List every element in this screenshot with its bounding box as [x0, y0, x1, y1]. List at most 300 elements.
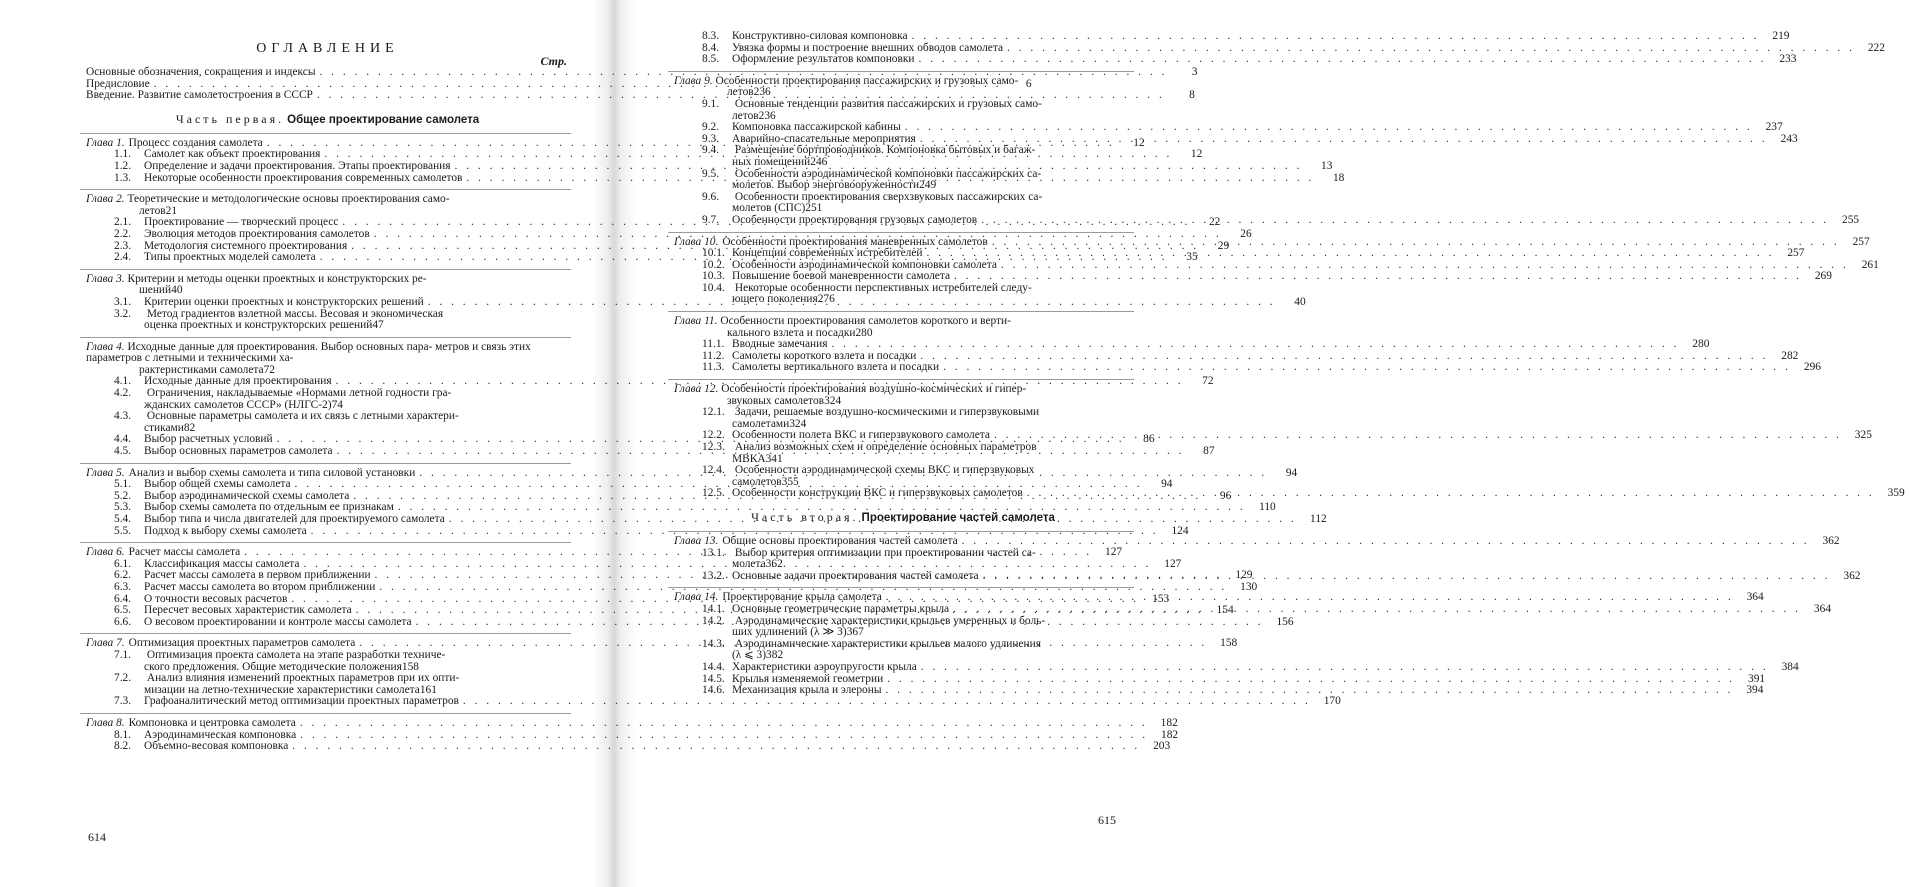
section-number: 9.6.: [702, 190, 720, 203]
section-number: 10.1.: [702, 247, 725, 260]
section-title: Увязка формы и построение внешних обводов самолета: [732, 41, 1004, 54]
chapter-separator: [668, 587, 1134, 588]
section-title: Подход к выбору схемы самолета: [144, 524, 307, 537]
page-number: 40: [171, 284, 183, 297]
chapter-title: Особенности проектирования самолетов короткого и верти-: [720, 315, 1011, 328]
page-number: 124: [1171, 524, 1189, 537]
section-number: 9.2.: [702, 121, 720, 134]
section-number: 12.1.: [702, 406, 725, 419]
section-title: Выбор схемы самолета по отдельным ее признакам: [144, 501, 394, 514]
section-number: 7.3.: [114, 695, 132, 708]
section-entry: [668, 99, 1138, 122]
section-entry: [80, 411, 575, 434]
page-number: 110: [1259, 501, 1276, 514]
chapter-entry: [668, 316, 1138, 339]
section-number: 14.6.: [702, 684, 725, 697]
section-number: 6.4.: [114, 592, 132, 605]
section-number: 13.1.: [702, 546, 725, 559]
section-number: 6.5.: [114, 604, 132, 617]
section-title: О весовом проектировании и контроле массы самолета: [144, 615, 412, 628]
chapter-separator: [80, 189, 571, 190]
page-number: 129: [1235, 569, 1253, 582]
page-number: 257: [1787, 247, 1805, 260]
section-number: 5.5.: [114, 524, 132, 537]
page-number: 324: [789, 417, 807, 430]
section-number: 1.1.: [114, 148, 132, 161]
section-number: 6.6.: [114, 615, 132, 628]
section-number: 3.2.: [114, 307, 132, 320]
chapter-number: Глава 12.: [674, 383, 719, 396]
chapter-title: Критерии и методы оценки проектных и конструкторских ре-: [127, 272, 427, 285]
page-number: 280: [1692, 338, 1710, 351]
section-number: 8.3.: [702, 30, 720, 42]
page-number: 74: [331, 398, 343, 411]
section-title-tail: жданских самолетов СССР» (НЛГС-2): [144, 398, 332, 411]
chapter-entry: [80, 194, 575, 217]
section-title-line: [702, 442, 1138, 454]
section-title: Выбор расчетных условий: [144, 433, 273, 446]
chapter-number: Глава 4.: [86, 340, 125, 353]
chapter-title: Анализ и выбор схемы самолета и типа силовой установки: [128, 466, 416, 479]
page-number: 362: [1843, 569, 1861, 582]
section-title: Определение и задачи проектирования. Этапы проектирования: [144, 159, 451, 172]
page-number: 72: [263, 363, 275, 376]
page-number: 236: [758, 109, 776, 122]
chapter-number: Глава 2.: [86, 193, 125, 206]
chapter-entry: [668, 384, 1138, 407]
section-entry: [80, 388, 575, 411]
chapter-title: Особенности проектирования маневренных самолетов: [722, 235, 988, 248]
page-number: 246: [810, 155, 828, 168]
page-number: 26: [1240, 227, 1252, 240]
page-column-header: Стр.: [540, 54, 567, 68]
section-number: 9.1.: [702, 97, 720, 110]
section-title-tail: самолетами: [732, 417, 790, 430]
page-number: 112: [1310, 513, 1327, 525]
page-number: 203: [1153, 740, 1171, 753]
chapter-entry: [668, 76, 1138, 99]
chapter-separator: [80, 463, 571, 464]
section-number: 5.4.: [114, 513, 132, 525]
page-number: 72: [1202, 375, 1214, 388]
page-number: 233: [1779, 53, 1797, 66]
page-number: 324: [824, 394, 842, 407]
page-number: 391: [1748, 672, 1766, 685]
section-title-line: [114, 388, 575, 400]
section-entry: [668, 548, 1138, 571]
page-number: 276: [817, 293, 835, 306]
section-number: 9.4.: [702, 144, 720, 157]
page-number: 47: [372, 319, 384, 332]
section-entry: [668, 192, 1138, 215]
chapter-number: Глава 5.: [86, 466, 125, 479]
page-number: 21: [165, 204, 178, 217]
page-number: 82: [183, 421, 196, 434]
chapter-title-tail: летов: [139, 204, 166, 217]
section-number: 11.3.: [702, 361, 725, 374]
section-title: Основные тенденции развития пассажирских и грузовых само-: [734, 97, 1042, 110]
section-title: Самолет как объект проектирования: [144, 148, 321, 161]
section-title: Объемно-весовая компоновка: [144, 740, 289, 753]
section-entry: [668, 465, 1138, 488]
chapter-title: Особенности проектирования воздушно-космических и гипер-: [721, 383, 1027, 396]
section-entry: [668, 30, 1790, 43]
section-title: Критерии оценки проектных и конструкторских решений: [144, 295, 424, 308]
section-number: 2.3.: [114, 239, 132, 252]
page-number: 257: [1852, 235, 1870, 248]
section-title: Механизация крыла и элероны: [732, 684, 882, 697]
part-two-title: Проектирование частей самолета: [861, 511, 1055, 524]
section-entry: [80, 695, 1341, 708]
chapter-number: Глава 6.: [86, 546, 125, 559]
section-title: Особенности аэродинамической схемы ВКС и гиперзвуковых: [734, 464, 1035, 477]
section-title: Типы проектных моделей самолета: [144, 251, 316, 264]
chapter-separator: [80, 542, 571, 543]
section-number: 5.3.: [114, 501, 132, 514]
chapter-number: Глава 1.: [86, 136, 125, 149]
section-number: 6.2.: [114, 569, 132, 582]
section-title: Выбор основных параметров самолета: [144, 445, 333, 458]
page-number: 251: [805, 202, 823, 215]
section-title: Выбор критерия оптимизации при проектировании частей са-: [734, 546, 1036, 559]
dot-leader: [886, 685, 1734, 697]
dot-leader: [912, 31, 1760, 43]
section-title: Конструктивно-силовая компоновка: [732, 30, 908, 42]
continued-sections: [668, 30, 1885, 66]
section-entry: [80, 673, 575, 696]
section-title-tail: (λ ⩽ 3): [732, 649, 767, 662]
section-entry: [80, 524, 1189, 538]
chapter-number: Глава 8.: [86, 716, 125, 729]
chapter-title-line: [86, 342, 575, 365]
page-number: 96: [1219, 489, 1232, 502]
section-number: 9.5.: [702, 167, 720, 180]
page-number: 367: [846, 626, 864, 639]
page-number: 237: [1765, 121, 1783, 134]
page-number: 255: [1842, 213, 1860, 226]
section-title: Аэродинамические характеристики крыльев умеренных и боль-: [734, 614, 1046, 627]
section-title: Методология системного проектирования: [144, 239, 348, 252]
chapter-title: Оптимизация проектных параметров самолета: [128, 637, 356, 650]
section-number: 14.3.: [702, 637, 725, 650]
dot-leader: [981, 215, 1829, 227]
section-title: Самолеты короткого взлета и посадки: [732, 349, 917, 362]
section-entry: [80, 740, 1171, 753]
section-title-continued: [114, 320, 575, 332]
section-title: Некоторые особенности перспективных истребителей следу-: [734, 281, 1032, 294]
section-number: 4.3.: [114, 410, 132, 423]
section-title: Исходные данные для проектирования: [144, 375, 332, 388]
section-title: Графоаналитический метод оптимизации проектных параметров: [144, 695, 459, 708]
section-number: 8.4.: [702, 41, 720, 54]
chapter-title: Расчет массы самолета: [128, 546, 241, 559]
section-title: Размещение бортпроводников. Компоновка бытовых и багаж-: [734, 144, 1036, 157]
page-number-left: 614: [88, 830, 106, 844]
page-number: 269: [1814, 270, 1832, 283]
section-number: 14.4.: [702, 660, 725, 673]
section-title: Вводные замечания: [732, 338, 828, 351]
section-number: 9.7.: [702, 213, 720, 226]
page-number: 364: [1813, 602, 1832, 615]
page-number: 130: [1240, 580, 1258, 593]
page-number: 18: [1332, 171, 1345, 184]
section-entry: [668, 407, 1138, 430]
chapter-title: Компоновка и центровка самолета: [128, 716, 296, 729]
chapter-title-tail: кального взлета и посадки: [727, 326, 856, 339]
page-number: 222: [1867, 41, 1885, 54]
section-number: 4.1.: [114, 375, 132, 388]
section-entry: [668, 660, 1799, 674]
chapter-title: Исходные данные для проектирования. Выбор основных пара- метров и связь этих параметров с летными и техническими ха-: [86, 340, 531, 365]
page-number: 282: [1781, 349, 1799, 362]
page-number: 22: [1208, 216, 1221, 229]
section-entry: [80, 309, 575, 332]
section-title: Аэродинамические характеристики крыльев малого удлинения: [734, 637, 1041, 650]
section-title-tail: ных помещений: [732, 155, 811, 168]
page-number: 156: [1276, 615, 1294, 628]
page-number: 40: [1294, 295, 1306, 308]
section-title: Расчет массы самолета в первом приближении: [144, 569, 371, 582]
section-title-tail: самолетов: [732, 475, 782, 488]
chapter-number: Глава 13.: [674, 534, 719, 547]
section-number: 6.3.: [114, 580, 132, 593]
page-number: 127: [1164, 557, 1182, 570]
section-number: 8.1.: [114, 728, 132, 741]
page-number: 158: [401, 660, 419, 673]
section-title: Основные параметры самолета и их связь с летными характери-: [146, 410, 459, 423]
page-number: 153: [1152, 592, 1170, 605]
section-title-tail: ского предложения. Общие методические положения: [144, 660, 402, 673]
section-title: Особенности полета ВКС и гиперзвукового самолета: [732, 429, 990, 442]
chapter-title: Процесс создания самолета: [128, 136, 263, 149]
dot-leader: [905, 122, 1753, 134]
chapter-title: Особенности проектирования пассажирских и грузовых само-: [715, 74, 1019, 87]
section-title: Расчет массы самолета во втором приближении: [144, 580, 376, 593]
page-number: 12: [1190, 148, 1203, 161]
page-number: 86: [1143, 433, 1155, 446]
section-title-tail: ющего поколения: [732, 293, 818, 306]
section-title: Эволюция методов проектирования самолетов: [144, 227, 370, 240]
part-two-heading: [668, 510, 1138, 525]
section-entry: [80, 580, 1258, 594]
section-number: 5.1.: [114, 478, 132, 491]
dot-leader: [962, 536, 1810, 548]
chapter-entry: [80, 342, 575, 377]
chapter-title-tail: шений: [139, 284, 172, 297]
page-number: 364: [1746, 591, 1764, 604]
section-title-tail: оценка проектных и конструкторских решений: [144, 319, 373, 332]
chapter-title: Проектирование крыла самолета: [722, 591, 882, 604]
page-number: 382: [766, 649, 784, 662]
section-number: 10.3.: [702, 270, 725, 283]
section-title: О точности весовых расчетов: [144, 592, 288, 605]
page-number: 94: [1285, 466, 1298, 479]
section-number: 7.2.: [114, 672, 132, 685]
page-number: 296: [1803, 361, 1821, 374]
section-title: Компоновка пассажирской кабины: [732, 121, 901, 134]
section-title: Анализ влияния изменений проектных параметров при их опти-: [146, 672, 460, 685]
section-title-tail: ших удлинений (λ ≫ 3): [732, 626, 847, 639]
chapter-separator: [668, 71, 1134, 72]
part-one-label: Часть первая.: [175, 111, 285, 126]
section-title: Крылья изменяемой геометрии: [732, 672, 884, 685]
section-title: Особенности аэродинамической компоновки пассажирских са-: [734, 167, 1042, 180]
page-number: 384: [1781, 660, 1799, 673]
section-number: 7.1.: [114, 648, 132, 661]
section-title: Ограничения, накладываемые «Нормами летной годности гра-: [146, 387, 452, 400]
section-title: Характеристики аэроупругости крыла: [732, 660, 917, 673]
section-number: 14.5.: [702, 672, 725, 685]
section-title: Особенности проектирования сверхзвуковых пассажирских са-: [734, 190, 1043, 203]
section-title: Повышение боевой маневренности самолета: [732, 270, 951, 283]
page-number: 6: [1025, 77, 1032, 90]
part-two-label: Часть вторая.: [751, 509, 859, 524]
chapter-separator: [80, 633, 571, 634]
section-entry: [668, 53, 1797, 66]
section-title-tail: стиками: [144, 421, 184, 434]
page-number: 236: [753, 86, 771, 99]
section-title-continued: [702, 294, 1138, 306]
dot-leader: [994, 430, 1842, 442]
chapter-title-tail: рактеристиками самолета: [139, 363, 264, 376]
dot-leader: [953, 604, 1801, 616]
dot-leader: [927, 248, 1775, 260]
section-number: 4.5.: [114, 445, 132, 458]
section-number: 12.4.: [702, 464, 725, 477]
section-number: 2.4.: [114, 251, 132, 264]
section-number: 14.2.: [702, 614, 725, 627]
section-number: 5.2.: [114, 489, 132, 502]
section-title: Особенности аэродинамической компоновки самолета: [732, 258, 997, 271]
chapter-number: Глава 11.: [674, 315, 718, 328]
section-title: Задачи, решаемые воздушно-космическими и гиперзвуковыми: [734, 406, 1040, 419]
chapter-number: Глава 7.: [86, 637, 125, 650]
chapter-title-tail: летов: [727, 86, 754, 99]
page-number: 170: [1323, 695, 1341, 708]
section-number: 11.1.: [702, 338, 725, 351]
page-number: 35: [1186, 251, 1198, 264]
intro-title: Основные обозначения, сокращения и индексы: [86, 66, 316, 78]
page-number: 182: [1161, 728, 1179, 741]
page-number: 127: [1105, 546, 1123, 559]
section-number: 8.5.: [702, 53, 720, 66]
section-title: Особенности конструкции ВКС и гиперзвуковых самолетов: [732, 487, 1023, 500]
page-number: 12: [1133, 136, 1145, 149]
chapter-number: Глава 14.: [674, 591, 719, 604]
section-number: 2.2.: [114, 227, 132, 240]
section-title: Основные геометрические параметры крыла: [732, 602, 950, 615]
section-title: Аварийно-спасательные мероприятия: [732, 132, 916, 145]
section-title-tail: МВКА: [732, 452, 766, 465]
section-title-line: [114, 673, 575, 685]
section-entry: [668, 169, 1138, 192]
page-number: 87: [1203, 445, 1215, 458]
chapter-title: Общие основы проектирования частей самолета: [722, 534, 958, 547]
chapter-title-line: [86, 194, 575, 206]
section-number: 1.3.: [114, 171, 132, 184]
section-title: Выбор общей схемы самолета: [144, 478, 291, 491]
section-entry: [668, 283, 1138, 306]
section-entry: [668, 361, 1821, 374]
chapter-title-line: [674, 384, 1138, 396]
page-number: 3: [1191, 66, 1198, 78]
section-title: Метод градиентов взлетной массы. Весовая и экономическая: [146, 307, 444, 320]
chapter-title-line: [674, 316, 1138, 328]
chapter-separator: [80, 713, 571, 714]
chapter-number: Глава 3.: [86, 272, 125, 285]
chapter-separator: [668, 232, 1134, 233]
chapter-title-tail: звуковых самолетов: [727, 394, 825, 407]
section-number: 10.2.: [702, 258, 725, 271]
page-number: 325: [1854, 429, 1872, 442]
page-number: 243: [1780, 132, 1798, 145]
section-title: Классификация массы самолета: [144, 557, 300, 570]
page-number: 182: [1160, 716, 1178, 729]
page-number: 359: [1887, 487, 1905, 500]
chapter-number: Глава 10.: [674, 235, 719, 248]
section-title: Основные задачи проектирования частей самолета: [732, 569, 979, 582]
section-title-tail: летов: [732, 109, 759, 122]
part-one-title: Общее проектирование самолета: [287, 113, 480, 126]
section-number: 1.2.: [114, 159, 132, 172]
section-number: 6.1.: [114, 557, 132, 570]
chapter-separator: [80, 269, 571, 270]
section-number: 4.2.: [114, 387, 132, 400]
section-title: Оптимизация проекта самолета на этапе разработки техниче-: [146, 648, 446, 661]
intro-title: Предисловие: [86, 77, 150, 90]
section-title: Выбор аэродинамической схемы самолета: [144, 489, 350, 502]
section-number: 11.2.: [702, 349, 725, 362]
section-entry: [668, 442, 1138, 465]
section-title-tail: молета: [732, 558, 766, 571]
section-title-continued: [702, 559, 1138, 571]
page-number: 8: [1189, 89, 1195, 102]
chapter-title: Теоретические и методологические основы проектирования само-: [127, 193, 450, 206]
dot-leader: [954, 271, 1802, 283]
dot-leader: [919, 54, 1767, 66]
section-entry: [668, 684, 1764, 697]
section-entry: [668, 616, 1138, 639]
toc-title: ОГЛАВЛЕНИЕ: [256, 41, 399, 56]
page-number: 362: [765, 558, 783, 571]
section-entry: [80, 227, 1252, 241]
page-number: 161: [419, 683, 437, 696]
dot-leader: [921, 662, 1769, 674]
dot-leader: [920, 134, 1768, 146]
page-number: 261: [1861, 258, 1879, 271]
chapter-separator: [80, 337, 571, 338]
page-number: 280: [855, 326, 873, 339]
dot-leader: [943, 362, 1791, 374]
section-number: 14.1.: [702, 602, 725, 615]
chapter-separator: [80, 133, 571, 134]
dot-leader: [1027, 488, 1875, 500]
section-title: Выбор типа и числа двигателей для проектируемого самолета: [144, 513, 445, 525]
section-title-line: [114, 650, 575, 662]
section-title: Концепции современных истребителей: [732, 247, 923, 260]
section-entry: [80, 650, 575, 673]
chapter-number: Глава 9.: [674, 74, 713, 87]
section-number: 13.2.: [702, 569, 725, 582]
section-number: 10.4.: [702, 281, 725, 294]
chapter-separator: [668, 311, 1134, 312]
section-number: 8.2.: [114, 740, 132, 753]
section-title: Проектирование — творческий процесс: [144, 216, 339, 229]
page-number: 29: [1217, 239, 1230, 252]
chapter-separator: [668, 379, 1134, 380]
section-title: Самолеты вертикального взлета и посадки: [732, 361, 940, 374]
section-title: Оформление результатов компоновки: [732, 53, 915, 66]
